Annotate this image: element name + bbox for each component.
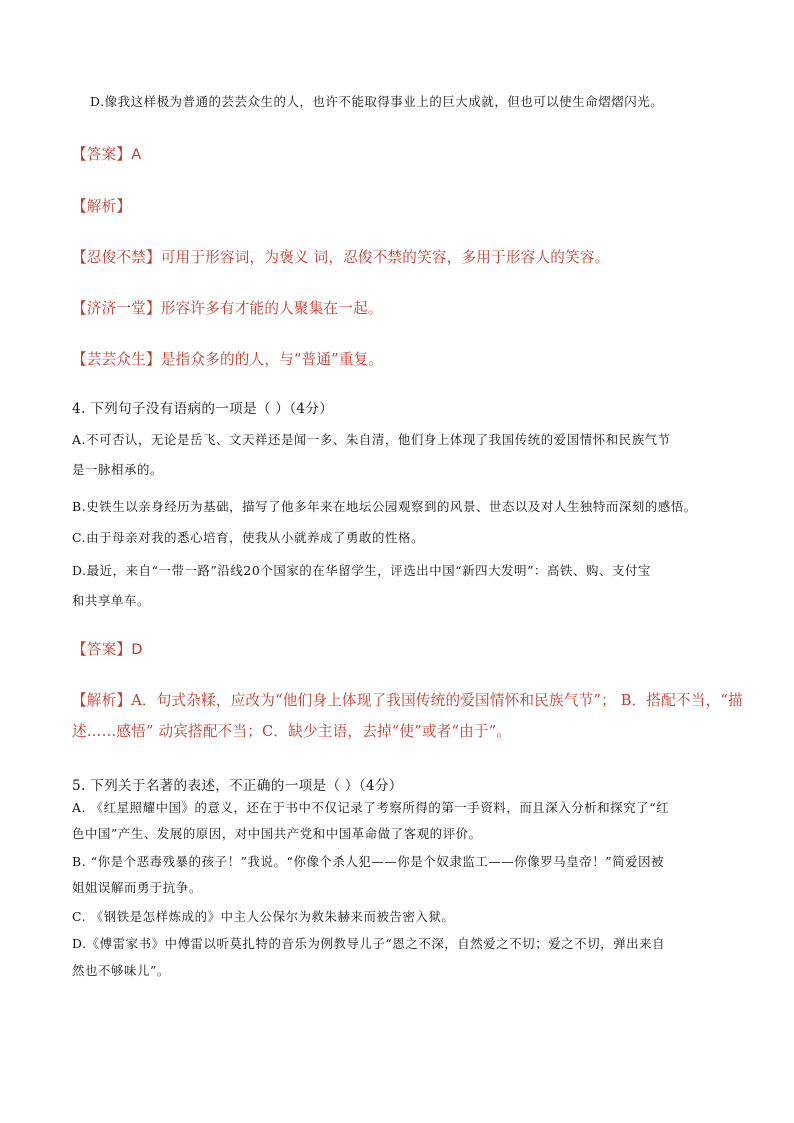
q4-option-c: C.由于母亲对我的悉心培育，使我从小就养成了勇敢的性格。 [72, 530, 424, 545]
q5-option-a-line2: 色中国”产生、发展的原因，对中国共产党和中国革命做了客观的评价。 [72, 826, 482, 841]
q4-answer [72, 640, 143, 660]
q3-analysis-item [72, 299, 383, 319]
q4-option-d-line2: 和共享单车。 [72, 593, 150, 608]
term-explanation: 形容许多有才能的人聚集在一起。 [160, 300, 383, 317]
answer-tag: 【答案】 [72, 641, 132, 658]
q4-analysis-line1 [72, 691, 743, 711]
q4-option-a-line1: A.不可否认，无论是岳飞、文天祥还是闻一多、朱自清，他们身上体现了我国传统的爱国情怀和民族气节 [72, 432, 671, 447]
analysis-tag: 【解析】 [72, 692, 132, 709]
q4-option-b: B.史铁生以亲身经历为基础，描写了他多年来在地坛公园观察到的风景、世态以及对人生独特而深刻的感悟。 [72, 499, 697, 514]
q5-option-b-line2: 姐姐误解而勇于抗争。 [72, 880, 202, 895]
term-explanation: 可用于形容词，为褒义 词，忍俊不禁的笑容，多用于形容人的笑容。 [160, 249, 610, 266]
q4-option-a-line2: 是一脉相承的。 [72, 462, 163, 477]
q4-analysis-line2: 述……感悟” 动宾搭配不当；C．缺少主语，去掉“使”或者“由于”。 [72, 723, 512, 740]
q3-answer [72, 145, 141, 165]
q3-analysis-item [72, 350, 383, 370]
q5-stem: 5. 下列关于名著的表述，不正确的一项是（ ）（4分） [72, 778, 403, 794]
term-tag: 【忍俊不禁】 [72, 249, 161, 266]
q3-option-d: D.像我这样极为普通的芸芸众生的人，也许不能取得事业上的巨大成就，但也可以使生命熠熠闪光。 [90, 94, 664, 109]
term-explanation: 是指众多的的人，与“普通”重复。 [160, 351, 384, 368]
q5-option-b-line1: B. “你是个恶毒残暴的孩子！”我说。“你像个杀人犯——你是个奴隶监工——你像罗马皇帝！”简爱因被 [72, 854, 665, 869]
answer-tag: 【答案】 [72, 146, 132, 163]
term-tag: 【芸芸众生】 [72, 351, 161, 368]
q5-option-d-line2: 然也不够味儿”。 [72, 963, 170, 978]
answer-value: D [131, 641, 143, 658]
q5-option-a-line1: A. 《红星照耀中国》的意义，还在于书中不仅记录了考察所得的第一手资料，而且深入分析和探究了“红 [72, 800, 670, 815]
q4-option-d-line1: D.最近，来自“一带一路”沿线20个国家的在华留学生，评选出中国“新四大发明”：高铁、购、支付宝 [72, 563, 651, 578]
q3-analysis-item [72, 248, 609, 268]
q4-stem: 4. 下列句子没有语病的一项是（ ）（4分） [72, 401, 334, 417]
term-tag: 【济济一堂】 [72, 300, 161, 317]
q3-analysis-tag: 【解析】 [72, 198, 132, 215]
answer-value: A [131, 146, 142, 163]
analysis-text: A．句式杂糅，应改为“他们身上体现了我国传统的爱国情怀和民族气节”； B．搭配不当，“描 [131, 692, 743, 709]
q5-option-d-line1: D.《傅雷家书》中傅雷以听莫扎特的音乐为例教导儿子“恩之不深，自然爱之不切；爱之不切，弹出来自 [72, 936, 666, 951]
q5-option-c: C. 《钢铁是怎样炼成的》中主人公保尔为救朱赫来而被告密入狱。 [72, 909, 455, 924]
